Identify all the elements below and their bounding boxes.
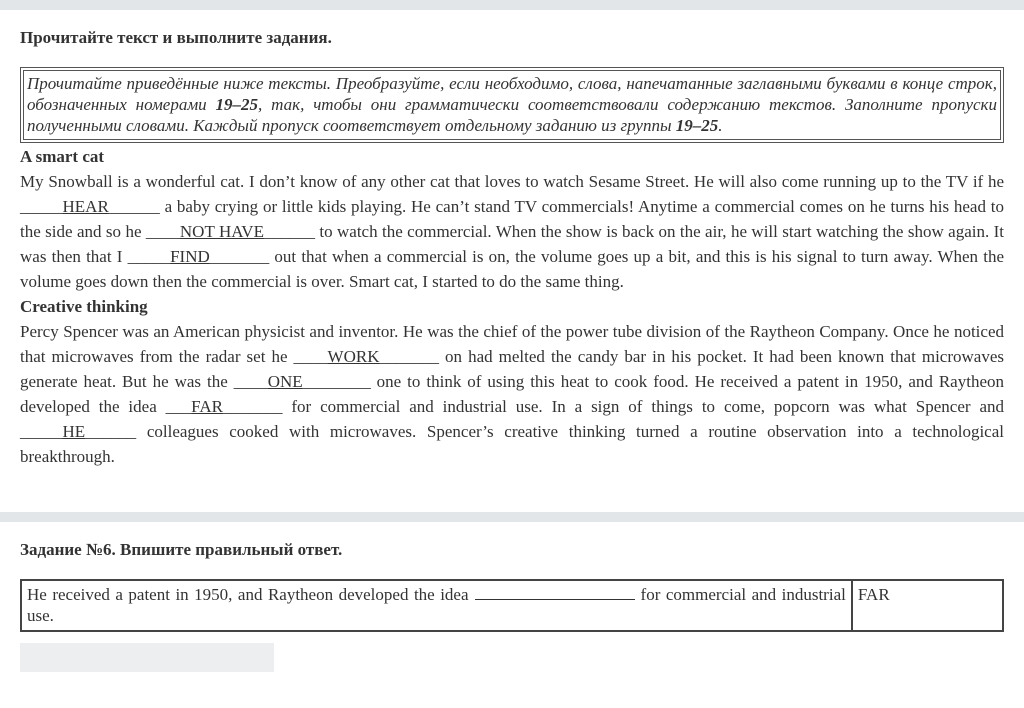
text-segment: My Snowball is a wonderful cat. I don’t know of any other cat that loves to watch Sesame Street. He will also come running up to the TV if he [20, 172, 1004, 191]
gap-word: HE [62, 422, 86, 441]
gap-not-have: ____NOT HAVE______ [145, 222, 315, 241]
instruction-text [23, 70, 1001, 140]
question-cell [21, 580, 852, 631]
given-word-cell: FAR [852, 580, 1003, 631]
text-segment: Percy Spencer was an American physicist and inventor. He was the chief of the power tube division of the Raytheon Company. Once he noticed that microwaves from the radar set he [20, 322, 1004, 366]
text-segment: out that when a commercial is on, the volume goes up a bit, and this is his signal to turn away. When the volume goes down then the commercial is over. Smart cat, I started to do the same thing. [20, 247, 1004, 291]
task1-section [0, 28, 1024, 469]
text-segment: to watch the commercial. When the show is back on the air, he will start watching the show again. It was then that I [20, 222, 1004, 266]
gap-far: ___FAR_______ [165, 397, 283, 416]
gap-word: FIND [170, 247, 210, 266]
gap-find: _____FIND_______ [127, 247, 270, 266]
instruction-part: Прочитайте приведённые ниже тексты. Преобразуйте, если необходимо, слова, напечатанные заглавными буквами в конце строк, обозначенных номерами [27, 74, 997, 114]
gap-word: ONE [267, 372, 303, 391]
text1-body [20, 169, 1004, 294]
answer-blank [475, 585, 635, 600]
gap-hear: _____HEAR______ [20, 197, 160, 216]
instruction-part: . [718, 116, 723, 135]
gap-work: ____WORK_______ [293, 347, 439, 366]
question-table [20, 579, 1004, 632]
instruction-box [20, 67, 1004, 143]
task6-title: Задание №6. Впишите правильный ответ. [20, 540, 343, 559]
top-divider [0, 0, 1024, 10]
answer-input[interactable] [20, 643, 274, 672]
text-segment: for commercial and industrial use. In a sign of things to come, popcorn was what Spencer and [282, 397, 1004, 416]
text-segment: a baby crying or little kids playing. He can’t stand TV commercials! Anytime a commercial comes on he turns his head to the side and so he [20, 197, 1004, 241]
instruction-part: , так, чтобы они грамматически соответствовали содержанию текстов. Заполните пропуски полученными словами. Каждый пропуск соответствует отдельному заданию из группы [27, 95, 997, 135]
text2-title: Creative thinking [20, 297, 148, 316]
text2-body [20, 319, 1004, 469]
section-divider [0, 512, 1024, 522]
gap-he: _____HE______ [20, 422, 137, 441]
text-segment: colleagues cooked with microwaves. Spencer’s creative thinking turned a routine observation into a technological breakthrough. [20, 422, 1004, 466]
task1-title: Прочитайте текст и выполните задания. [20, 28, 332, 47]
gap-word: HEAR [62, 197, 109, 216]
text1-title: A smart cat [20, 147, 105, 166]
gap-word: NOT HAVE [179, 222, 264, 241]
gap-one: ____ONE________ [233, 372, 371, 391]
instruction-range: 19–25 [215, 95, 259, 114]
question-row [21, 580, 1003, 631]
gap-word: WORK [327, 347, 380, 366]
instruction-range: 19–25 [675, 116, 719, 135]
question-text: for commercial and industrial use. [27, 585, 846, 625]
gap-word: FAR [191, 397, 223, 416]
text-segment: on had melted the candy bar in his pocket. It had been known that microwaves generate heat. But he was the [20, 347, 1004, 391]
question-text: He received a patent in 1950, and Raytheon developed the idea [27, 585, 469, 604]
text-segment: one to think of using this heat to cook food. He received a patent in 1950, and Raytheon developed the idea [20, 372, 1004, 416]
task6-section [0, 540, 1024, 672]
